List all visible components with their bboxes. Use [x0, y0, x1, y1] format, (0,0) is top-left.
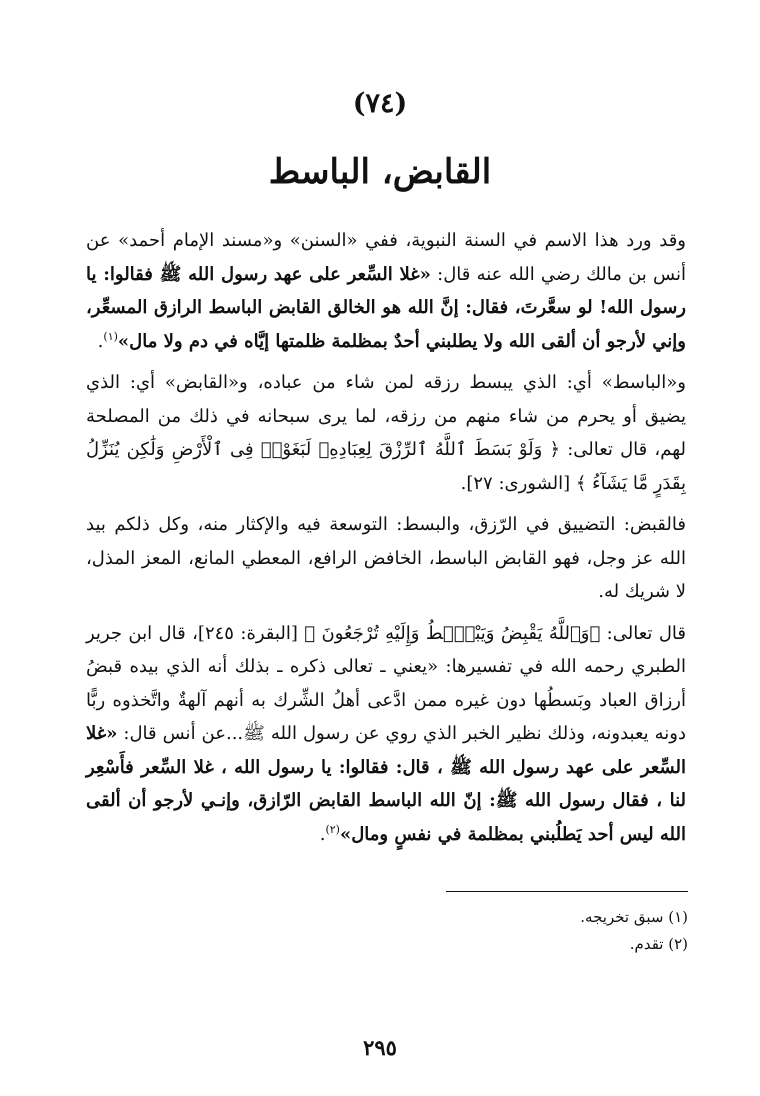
footnote-2: (٢) تقدم.: [629, 935, 688, 953]
footnote-ref-2: (٢): [325, 822, 340, 836]
footnote-1: (١) سبق تخريجه.: [580, 908, 688, 926]
paragraph-1-text: وقد ورد هذا الاسم في السنة النبوية، ففي «السنن» و«مسند الإمام أحمد» عن أنس بن مالك رضي الله عنه قال:: [86, 230, 686, 285]
paragraph-1: [86, 224, 686, 358]
verse-citation-1: [الشورى: ٢٧].: [460, 472, 576, 494]
footnotes: [400, 904, 688, 958]
hadith-quote-1: «غلا السِّعر على عهد رسول الله ﷺ فقالوا: يا رسول الله! لو سعَّرتَ، فقال: إنَّ الله هو الخالق القابض الباسط الرازق المسعِّر، وإني لأرجو أن ألقى الله ولا يطلبني أحدٌ بمظلمة ظلمتها إيَّاه في دم ولا مال»: [86, 263, 686, 352]
quran-verse-2: ﴿وَٱللَّهُ يَقْبِضُ وَيَبْصُۜطُ وَإِلَيْهِ تُرْجَعُونَ ﴾: [304, 622, 601, 644]
paragraph-4-intro: قال تعالى:: [600, 622, 686, 644]
paragraph-2: [86, 366, 686, 500]
paragraph-4-text: [البقرة: ٢٤٥]، قال ابن جرير الطبري رحمه الله في تفسيرها: «يعني ـ تعالى ذكره ـ بذلك أنه الذي بيده قبضُ أرزاق العباد وبَسطُها دون غيره ممن ادَّعى أهلُ الشِّرك به أنهم آلهةٌ واتَّخذوه ربًّا دونه يعبدونه، وذلك نظير الخبر الذي روي عن رسول الله ﷺ...عن أنس قال:: [86, 622, 686, 744]
section-number: (٧٤): [352, 88, 408, 119]
paragraph-2-text: و«الباسط» أي: الذي يبسط رزقه لمن شاء من عباده، و«القابض» أي: الذي يضيق أو يحرم من شاء منهم من رزقه، لما يرى سبحانه في ذلك من المصلحة لهم، قال تعالى:: [86, 372, 686, 460]
page-title: القابض، الباسط: [268, 152, 492, 192]
paragraph-1-end: .: [97, 330, 104, 352]
main-text: [86, 224, 686, 851]
footnote-divider: [446, 891, 688, 892]
hadith-quote-2: «غلا السِّعر على عهد رسول الله ﷺ ، قال: فقالوا: يا رسول الله ، غلا السِّعر فأَسْعِر لنا ، فقال رسول الله ﷺ: إنّ الله الباسط القابض الرّازق، وإنـي لأرجو أن ألقى الله ليس أحد يَطلُبني بمظلمة في نفسٍ ومال»: [86, 723, 686, 845]
quran-verse-1: ﴿ وَلَوْ بَسَطَ ٱللَّهُ ٱلرِّزْقَ لِعِبَادِهِۦ لَبَغَوْا۟ فِى ٱلْأَرْضِ وَلَٰكِن يُنَزِّلُ بِقَدَرٍ مَّا يَشَآءُ ﴾: [86, 439, 686, 494]
paragraph-3: فالقبض: التضييق في الرّزق، والبسط: التوسعة فيه والإكثار منه، وكل ذلكم بيد الله عز وجل، فهو القابض الباسط، الخافض الرافع، المعطي المانع، المعز المذل، لا شريك له.: [86, 514, 686, 602]
page-number: ٢٩٥: [363, 1035, 397, 1060]
paragraph-4-end: .: [319, 823, 326, 845]
paragraph-4: [86, 617, 686, 852]
footnote-ref-1: (١): [103, 329, 118, 343]
